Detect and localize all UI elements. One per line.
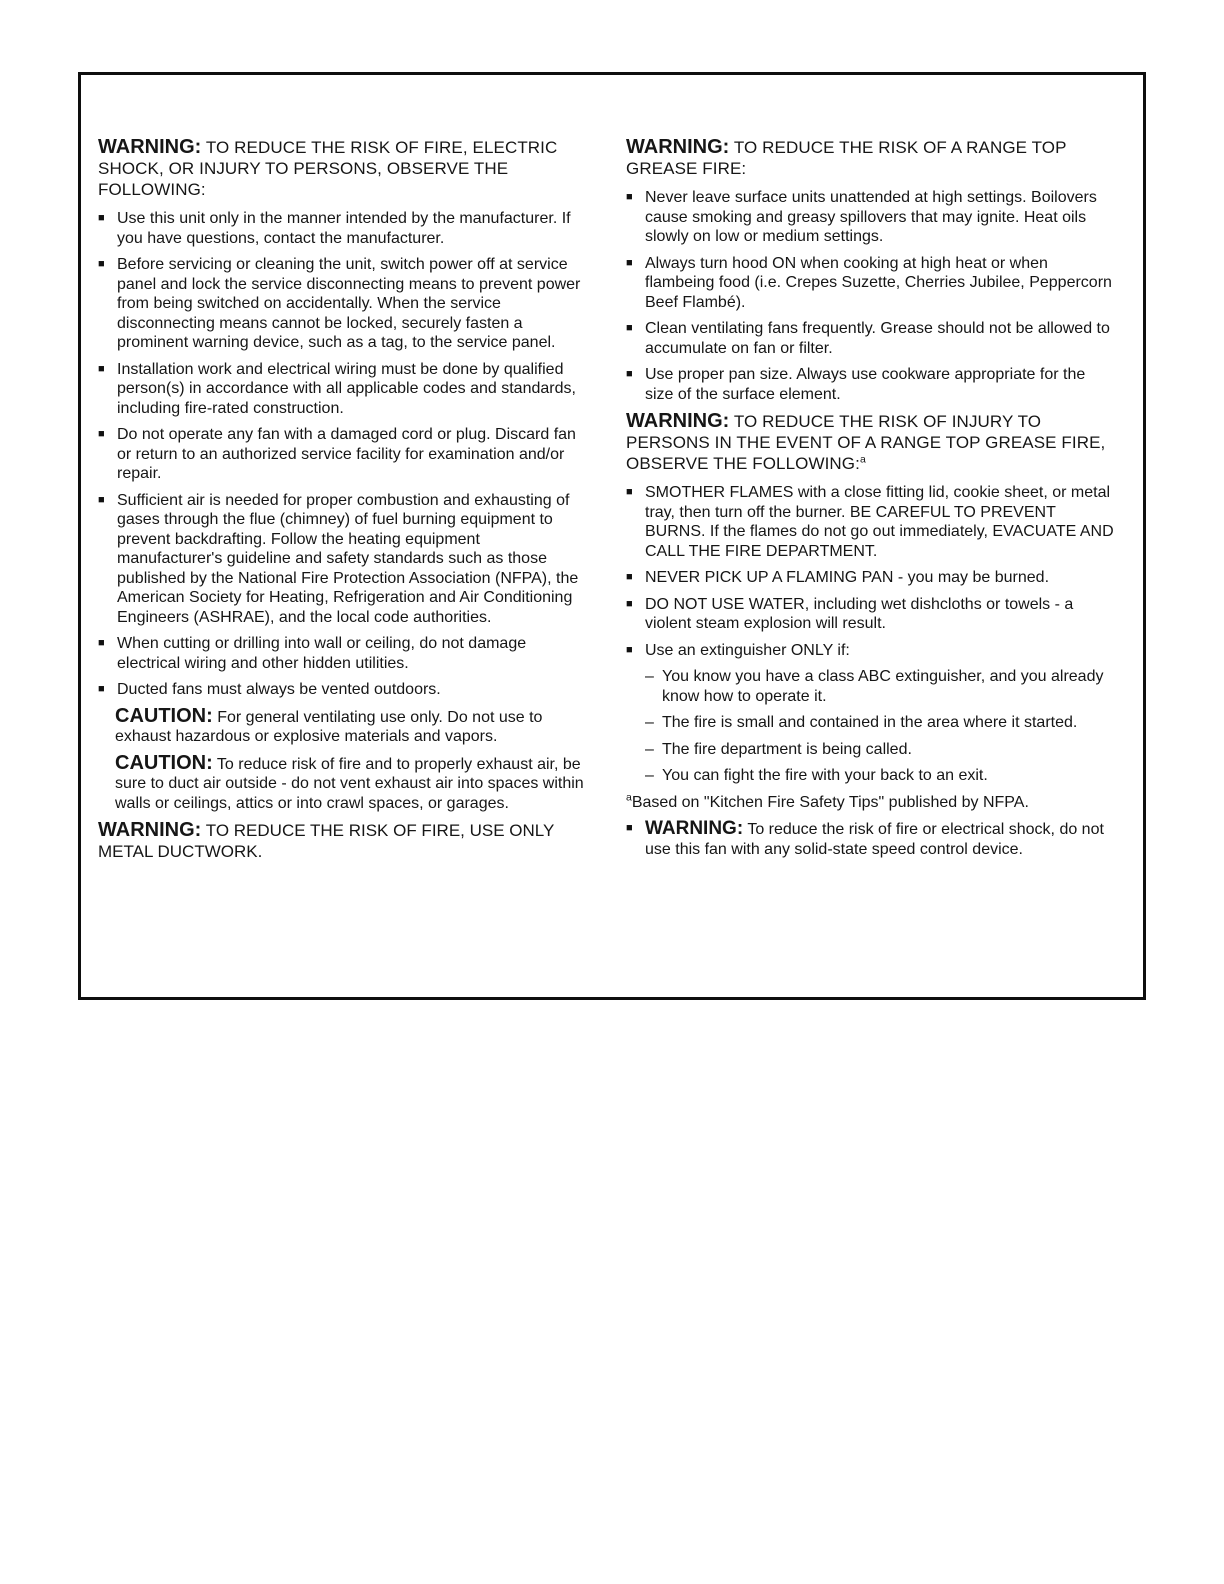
list-item bbox=[98, 360, 584, 419]
list-item bbox=[98, 425, 584, 484]
warning-heading-fire-shock bbox=[98, 137, 584, 200]
dash-icon: – bbox=[645, 740, 654, 758]
warning-label: WARNING: bbox=[645, 818, 744, 839]
warning-heading-injury-grease-fire bbox=[626, 411, 1118, 474]
bullet-text: DO NOT USE WATER, including wet dishcloths or towels - a violent steam explosion will result. bbox=[645, 595, 1074, 632]
sub-list-item bbox=[645, 713, 1118, 733]
bullet-text: Do not operate any fan with a damaged cord or plug. Discard fan or return to an authorized service facility for examination and/or repair. bbox=[117, 426, 576, 482]
dash-icon: – bbox=[645, 714, 654, 731]
dash-icon: – bbox=[645, 767, 654, 784]
bullet-square-icon: ■ bbox=[98, 258, 105, 270]
bullet-square-icon: ■ bbox=[626, 256, 633, 269]
list-item bbox=[626, 319, 1118, 358]
heading-text: TO REDUCE THE RISK OF FIRE, ELECTRIC SHOCK, OR INJURY TO PERSONS, OBSERVE THE FOLLOWING: bbox=[98, 138, 558, 199]
heading-text: TO REDUCE THE RISK OF INJURY TO PERSONS IN THE EVENT OF A RANGE TOP GREASE FIRE, OBSERVE THE FOLLOWING: bbox=[626, 412, 1106, 473]
warning-heading-metal-ductwork bbox=[98, 820, 584, 862]
bullet-square-icon: ■ bbox=[98, 637, 105, 649]
bullet-text: Sufficient air is needed for proper combustion and exhausting of gases through the flue (chimney) of fuel burning equipment to prevent backdrafting. Follow the heating equipment manufacturer's guideline and safety standards such as those published by the National Fire Protection Association (NFPA), the American Society for Heating, Refrigeration and Air Conditioning Engineers (ASHRAE), and the local code authorities. bbox=[117, 491, 579, 626]
list-item bbox=[626, 254, 1118, 313]
bullet-square-icon: ■ bbox=[626, 322, 633, 334]
caution-text: For general ventilating use only. Do not use to exhaust hazardous or explosive materials and vapors. bbox=[115, 708, 543, 745]
bullet-square-icon: ■ bbox=[626, 822, 633, 834]
bullet-square-icon: ■ bbox=[626, 486, 633, 498]
footnote bbox=[626, 793, 1118, 813]
bullet-square-icon: ■ bbox=[626, 191, 633, 203]
caution-paragraph-ventilating bbox=[115, 704, 584, 747]
list-item bbox=[98, 209, 584, 248]
bullet-square-icon: ■ bbox=[98, 362, 105, 375]
bullet-text: Use an extinguisher ONLY if: bbox=[645, 641, 850, 659]
list-item bbox=[626, 641, 1118, 661]
right-column bbox=[626, 137, 1118, 997]
warning-text: To reduce the risk of fire or electrical shock, do not use this fan with any solid-state speed control device. bbox=[645, 821, 1104, 858]
bullet-text: Always turn hood ON when cooking at high heat or when flambeing food (i.e. Crepes Suzette, Cherries Jubilee, Peppercorn Beef Flambé). bbox=[645, 254, 1112, 311]
bullet-text: Use this unit only in the manner intended by the manufacturer. If you have questions, contact the manufacturer. bbox=[117, 210, 571, 247]
bullet-square-icon: ■ bbox=[626, 571, 633, 583]
sub-item-text: The fire is small and contained in the area where it started. bbox=[662, 714, 1078, 731]
sub-item-text: You can fight the fire with your back to an exit. bbox=[662, 767, 988, 784]
bullet-square-icon: ■ bbox=[98, 493, 105, 506]
dash-icon: – bbox=[645, 668, 654, 685]
list-item bbox=[626, 188, 1118, 247]
bullet-square-icon: ■ bbox=[98, 212, 105, 224]
bullet-text bbox=[645, 819, 1118, 859]
footnote-marker: a bbox=[859, 453, 866, 466]
bullet-text: NEVER PICK UP A FLAMING PAN - you may be burned. bbox=[645, 569, 1050, 586]
heading-text: TO REDUCE THE RISK OF FIRE, USE ONLY METAL DUCTWORK. bbox=[98, 821, 555, 861]
caution-text: To reduce risk of fire and to properly exhaust air, be sure to duct air outside - do not vent exhaust air into spaces within walls or ceilings, attics or into crawl spaces, or garages. bbox=[115, 755, 584, 812]
warning-heading-grease-fire bbox=[626, 137, 1118, 179]
footnote-marker: a bbox=[626, 791, 632, 804]
warning-label: WARNING: bbox=[626, 410, 730, 432]
bullet-square-icon: ■ bbox=[626, 643, 633, 656]
bullet-text: SMOTHER FLAMES with a close fitting lid, cookie sheet, or metal tray, then turn off the burner. BE CAREFUL TO PREVENT BURNS. If the flames do not go out immediately, EVACUATE AND CALL THE FIRE DEPARTMENT. bbox=[645, 484, 1114, 560]
list-item bbox=[98, 255, 584, 353]
bullet-text: Installation work and electrical wiring must be done by qualified person(s) in accordance with all applicable codes and standards, including fire-rated construction. bbox=[117, 360, 576, 417]
bullet-square-icon: ■ bbox=[626, 597, 633, 610]
warning-label: WARNING: bbox=[98, 136, 202, 158]
warning-label: WARNING: bbox=[626, 136, 730, 158]
footnote-text: Based on "Kitchen Fire Safety Tips" published by NFPA. bbox=[631, 793, 1029, 811]
sub-list-item bbox=[645, 667, 1118, 706]
list-item bbox=[626, 483, 1118, 561]
bullet-square-icon: ■ bbox=[626, 368, 633, 380]
list-item bbox=[626, 365, 1118, 404]
sub-list-item bbox=[645, 766, 1118, 786]
list-item bbox=[626, 595, 1118, 634]
bullet-square-icon: ■ bbox=[98, 683, 105, 695]
sub-list-item bbox=[645, 740, 1118, 760]
list-item bbox=[626, 568, 1118, 588]
sub-item-text: The fire department is being called. bbox=[662, 740, 912, 758]
bullet-text: Use proper pan size. Always use cookware appropriate for the size of the surface element. bbox=[645, 366, 1086, 403]
warning-label: WARNING: bbox=[98, 819, 202, 841]
bullet-text: Ducted fans must always be vented outdoors. bbox=[117, 681, 441, 698]
list-item bbox=[98, 680, 584, 700]
caution-label: CAUTION: bbox=[115, 751, 213, 774]
left-column bbox=[98, 137, 584, 997]
bullet-text: Clean ventilating fans frequently. Grease should not be allowed to accumulate on fan or filter. bbox=[645, 320, 1110, 357]
bullet-square-icon: ■ bbox=[98, 428, 105, 440]
heading-text: TO REDUCE THE RISK OF A RANGE TOP GREASE FIRE: bbox=[626, 138, 1067, 178]
list-item bbox=[98, 491, 584, 628]
list-item-warning bbox=[626, 819, 1118, 859]
list-item bbox=[98, 634, 584, 673]
caution-label: CAUTION: bbox=[115, 704, 213, 727]
bullet-text: Never leave surface units unattended at high settings. Boilovers cause smoking and greasy spillovers that may ignite. Heat oils slowly on low or medium settings. bbox=[645, 189, 1097, 245]
bullet-text: Before servicing or cleaning the unit, switch power off at service panel and lock the service disconnecting means to prevent power from being switched on accidentally. When the service disconnecting means cannot be locked, securely fasten a prominent warning device, such as a tag, to the service panel. bbox=[117, 256, 581, 351]
caution-paragraph-duct-air bbox=[115, 751, 584, 814]
bullet-text: When cutting or drilling into wall or ceiling, do not damage electrical wiring and other hidden utilities. bbox=[117, 635, 527, 672]
sub-item-text: You know you have a class ABC extinguisher, and you already know how to operate it. bbox=[662, 668, 1104, 705]
safety-instructions-box bbox=[78, 72, 1146, 1000]
